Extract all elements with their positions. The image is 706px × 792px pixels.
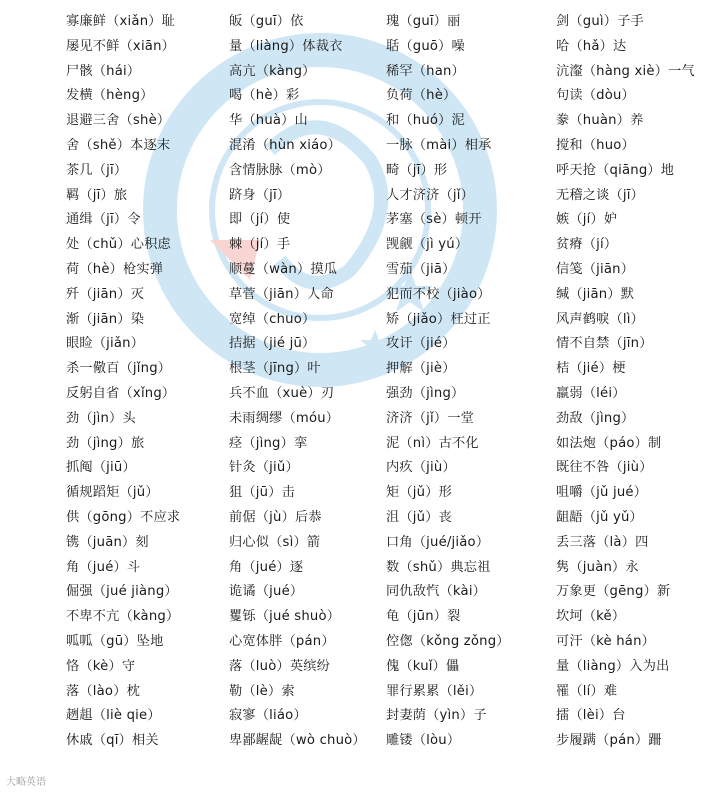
- vocab-entry: 跻身（jī）: [229, 187, 291, 203]
- vocab-entry: 桔（jié）梗: [556, 361, 626, 377]
- vocab-entry: 茅塞（sè）顿开: [386, 212, 482, 228]
- column-1: [66, 0, 209, 792]
- vocab-entry: 杀一儆百（jǐng）: [66, 361, 172, 377]
- vocab-entry: 剑（guì）子手: [556, 14, 644, 29]
- vocab-entry: 宽绰（chuo）: [229, 311, 316, 327]
- vocab-entry: 眼睑（jiǎn）: [66, 336, 145, 352]
- vocab-entry: 矫（jiǎo）枉过正: [386, 311, 491, 327]
- vocab-entry: 人才济济（jǐ）: [386, 187, 475, 203]
- vocab-entry: 退避三舍（shè）: [66, 113, 171, 129]
- vocab-entry: 雕镂（lòu）: [386, 733, 461, 749]
- column-4: [556, 0, 706, 792]
- vocab-entry: 勒（lè）索: [229, 683, 295, 699]
- vocab-entry: 觊觎（jì yú）: [386, 237, 469, 253]
- vocab-entry: 角（jué）斗: [66, 559, 141, 575]
- vocab-entry: 犯而不校（jiào）: [386, 286, 491, 302]
- vocab-entry: 渐（jiān）染: [66, 311, 145, 327]
- vocab-entry: 畸（jī）形: [386, 162, 448, 178]
- vocab-entry: 落（luò）英缤纷: [229, 658, 331, 674]
- vocab-entry: 坎坷（kě）: [556, 609, 626, 625]
- column-3: [386, 0, 536, 792]
- vocab-entry: 丢三落（là）四: [556, 534, 649, 550]
- vocab-entry: 发横（hèng）: [66, 88, 154, 104]
- vocab-entry: 贫瘠（jí）: [556, 237, 618, 253]
- vocab-entry: 情不自禁（jīn）: [556, 336, 653, 352]
- vocab-entry: 缄（jiān）默: [556, 286, 635, 302]
- vocab-entry: 角（jué）逐: [229, 559, 304, 575]
- vocab-entry: 混淆（hùn xiáo）: [229, 137, 342, 153]
- vocab-entry: 嫉（jí）妒: [556, 212, 618, 228]
- vocab-entry: 龃龉（jǔ yǔ）: [556, 509, 643, 525]
- vocab-entry: 劲（jìn）头: [66, 410, 136, 426]
- vocab-entry: 狙（jū）击: [229, 485, 295, 501]
- vocab-entry: 前倨（jù）后恭: [229, 509, 322, 525]
- vocab-entry: 呼天抢（qiāng）地: [556, 162, 675, 178]
- vocab-entry: 数（shǔ）典忘祖: [386, 559, 491, 575]
- vocab-entry: 押解（jiè）: [386, 361, 456, 377]
- vocab-entry: 休戚（qī）相关: [66, 733, 159, 749]
- vocab-entry: 沮（jǔ）丧: [386, 509, 452, 525]
- vocab-entry: 负荷（hè）: [386, 88, 457, 104]
- vocab-entry: 拮据（jié jū）: [229, 336, 316, 352]
- vocab-entry: 未雨绸缪（móu）: [229, 410, 340, 426]
- vocab-entry: 泥（nì）古不化: [386, 435, 479, 451]
- vocab-entry: 归心似（sì）箭: [229, 534, 321, 550]
- vocab-entry: 兵不血（xuè）刃: [229, 385, 335, 401]
- vocab-entry: 高亢（kàng）: [229, 63, 316, 79]
- vocab-entry: 舍（shě）本逐末: [66, 137, 171, 153]
- vocab-entry: 草菅（jiān）人命: [229, 286, 334, 302]
- vocab-entry: 咀嚼（jǔ jué）: [556, 485, 648, 501]
- vocab-entry: 傀（kuǐ）儡: [386, 658, 460, 674]
- vocab-entry: 呱呱（gū）坠地: [66, 633, 164, 649]
- vocab-entry: 不卑不亢（kàng）: [66, 609, 180, 625]
- vocab-entry: 寡廉鲜（xiǎn）耻: [66, 14, 176, 29]
- vocab-entry: 趔趄（liè qie）: [66, 708, 161, 724]
- vocab-entry: 罪行累累（lěi）: [386, 683, 483, 699]
- vocab-entry: 通缉（jī）令: [66, 212, 141, 228]
- vocab-entry: 万象更（gēng）新: [556, 584, 671, 600]
- vocab-entry: 尸骸（hái）: [66, 63, 141, 79]
- vocab-entry: 茶几（jī）: [66, 162, 128, 178]
- vocab-entry: 雪茄（jiā）: [386, 261, 456, 277]
- vocab-entry: 落（lào）枕: [66, 683, 140, 699]
- vocab-entry: 针灸（jiǔ）: [229, 460, 299, 476]
- vocab-entry: 抓阄（jiū）: [66, 460, 136, 476]
- vocab-entry: 根茎（jīng）叶: [229, 361, 321, 377]
- vocab-entry: 豢（huàn）养: [556, 113, 644, 129]
- vocab-entry: 沆瀣（hàng xiè）一气: [556, 63, 695, 79]
- vocab-entry: 荷（hè）枪实弹: [66, 261, 164, 277]
- vocab-entry: 步履蹒（pán）跚: [556, 733, 662, 749]
- vocab-entry: 供（gōng）不应求: [66, 509, 181, 525]
- vocab-entry: 封妻荫（yìn）子: [386, 708, 487, 724]
- vocab-entry: 擂（lèi）台: [556, 708, 626, 724]
- vocab-entry: 处（chǔ）心积虑: [66, 237, 171, 253]
- vocab-entry: 同仇敌忾（kài）: [386, 584, 487, 600]
- vocab-entry: 瑰（guī）丽: [386, 14, 461, 29]
- vocab-entry: 歼（jiān）灭: [66, 286, 145, 302]
- vocab-entry: 劲（jìng）旅: [66, 435, 145, 451]
- vocab-entry: 循规蹈矩（jǔ）: [66, 485, 159, 501]
- vocab-entry: 倔强（jué jiàng）: [66, 584, 178, 600]
- vocab-entry: 强劲（jìng）: [386, 385, 465, 401]
- vocab-entry: 句读（dòu）: [556, 88, 635, 104]
- column-2: [229, 0, 366, 792]
- vocab-entry: 寂寥（liáo）: [229, 708, 307, 724]
- vocab-entry: 口角（jué/jiǎo）: [386, 534, 490, 550]
- vocab-entry: 恪（kè）守: [66, 658, 136, 674]
- vocab-entry: 罹（lí）难: [556, 683, 618, 699]
- vocab-entry: 稀罕（han）: [386, 63, 465, 79]
- vocab-entry: 搅和（huo）: [556, 137, 635, 153]
- vocab-entry: 信笺（jiān）: [556, 261, 635, 277]
- vocab-entry: 倥偬（kǒng zǒng）: [386, 633, 510, 649]
- vocab-entry: 量（liàng）体裁衣: [229, 38, 343, 54]
- vocab-entry: 即（jí）使: [229, 212, 291, 228]
- vocab-entry: 矩（jǔ）形: [386, 485, 452, 501]
- vocab-entry: 卑鄙龌龊（wò chuò）: [229, 733, 366, 749]
- vocab-entry: 镌（juān）刻: [66, 534, 149, 550]
- vocab-entry: 华（huà）山: [229, 113, 308, 129]
- vocab-entry: 内疚（jiù）: [386, 460, 456, 476]
- vocab-entry: 无稽之谈（jī）: [556, 187, 645, 203]
- source-credit: 大略英语: [6, 777, 46, 788]
- vocab-entry: 量（liàng）入为出: [556, 658, 670, 674]
- vocab-entry: 哈（hǎ）达: [556, 38, 627, 54]
- vocab-entry: 和（huó）泥: [386, 113, 465, 129]
- vocab-entry: 顺蔓（wàn）摸瓜: [229, 261, 338, 277]
- vocab-entry: 含情脉脉（mò）: [229, 162, 331, 178]
- vocab-entry: 痉（jìng）挛: [229, 435, 308, 451]
- vocab-entry: 心宽体胖（pán）: [229, 633, 335, 649]
- vocab-entry: 皈（guī）依: [229, 14, 304, 29]
- vocab-entry: 攻讦（jié）: [386, 336, 456, 352]
- vocab-entry: 龟（jūn）裂: [386, 609, 461, 625]
- vocab-entry: 聒（guō）噪: [386, 38, 465, 54]
- vocab-entry: 风声鹤唳（lì）: [556, 311, 645, 327]
- vocab-entry: 劲敌（jìng）: [556, 410, 635, 426]
- vocab-entry: 隽（juàn）永: [556, 559, 639, 575]
- vocab-entry: 羁（jī）旅: [66, 187, 128, 203]
- vocab-entry: 诡谲（jué）: [229, 584, 304, 600]
- vocab-entry: 屡见不鲜（xiān）: [66, 38, 176, 54]
- vocab-entry: 一脉（mài）相承: [386, 137, 492, 153]
- vocab-entry: 喝（hè）彩: [229, 88, 300, 104]
- vocab-entry: 羸弱（léi）: [556, 385, 626, 401]
- vocab-entry: 反躬自省（xǐng）: [66, 385, 176, 401]
- vocab-entry: 棘（jí）手: [229, 237, 291, 253]
- vocab-entry: 济济（jǐ）一堂: [386, 410, 475, 426]
- vocab-entry: 既往不咎（jiù）: [556, 460, 653, 476]
- vocab-entry: 如法炮（páo）制: [556, 435, 662, 451]
- vocab-entry: 矍铄（jué shuò）: [229, 609, 341, 625]
- vocab-entry: 可汗（kè hán）: [556, 633, 656, 649]
